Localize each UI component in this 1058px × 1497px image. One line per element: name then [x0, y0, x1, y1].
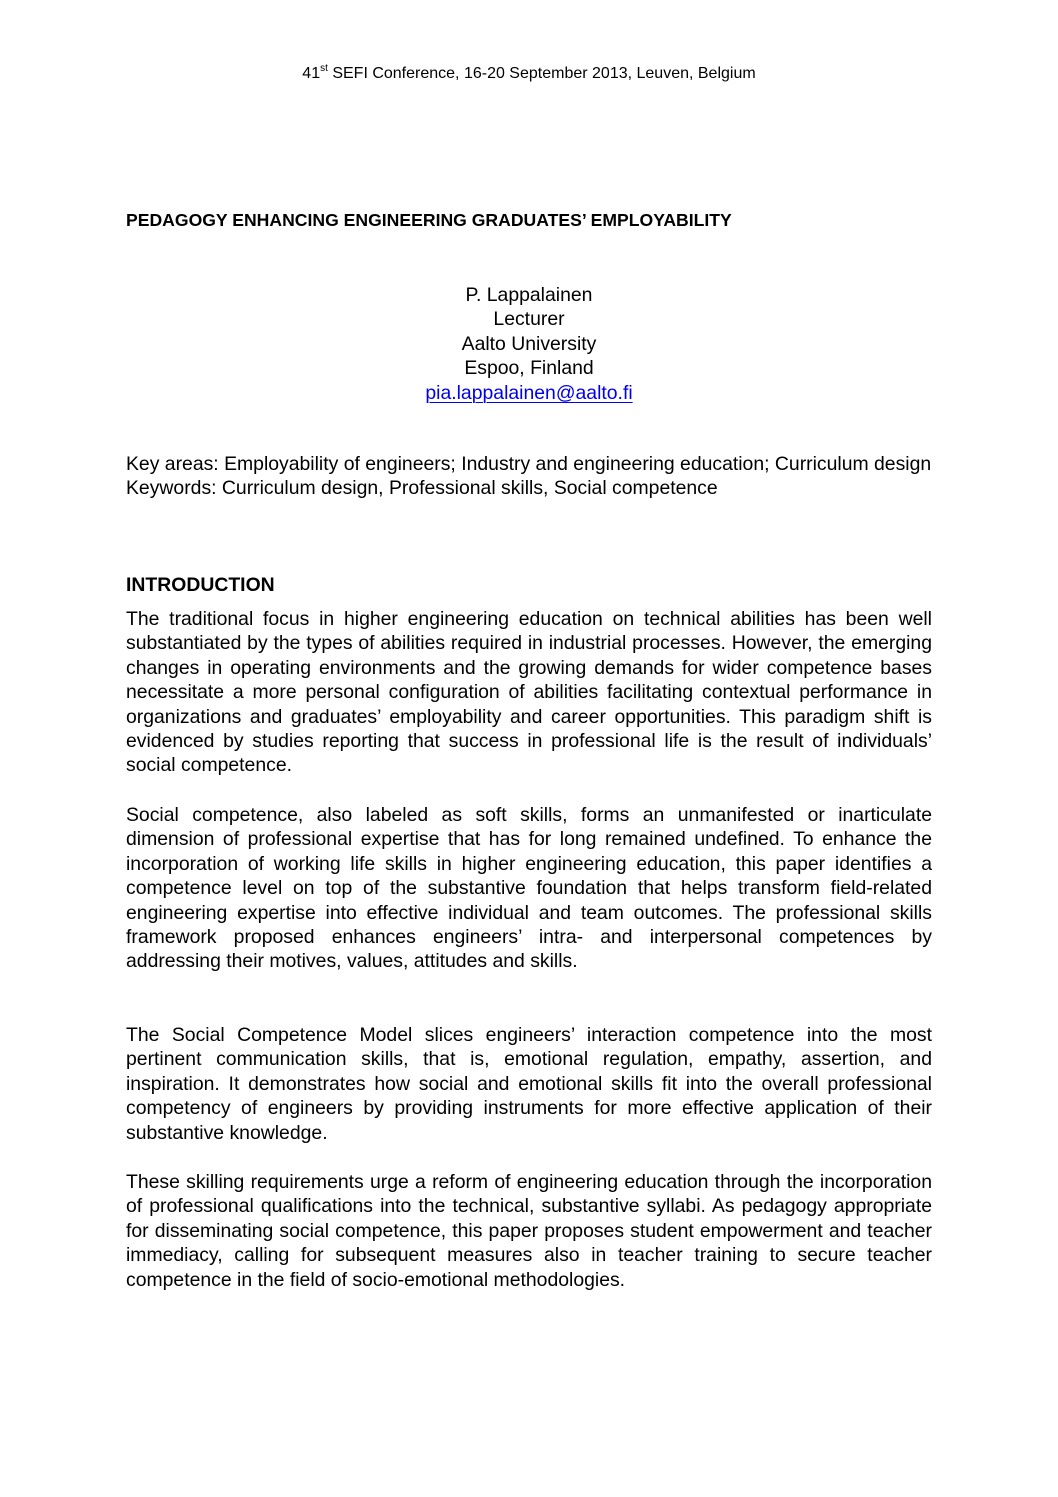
keywords: Keywords: Curriculum design, Professional skills, Social competence: [126, 477, 718, 500]
conference-number: 41: [302, 65, 321, 82]
keyword-block: [126, 452, 932, 501]
running-header: [0, 64, 1058, 84]
paragraph: The Social Competence Model slices engineers’ interaction competence into the most pertinent communication skills, that is, emotional regulation, empathy, assertion, and inspiration. It demonstrates how social and emotional skills fit into the overall professional competency of engineers by providing instruments for more effective application of their substantive knowledge.: [126, 1024, 932, 1144]
author-location: Espoo, Finland: [464, 357, 594, 380]
paragraph: Social competence, also labeled as soft skills, forms an unmanifested or inarticulate dimension of professional expertise that has for long remained undefined. To enhance the incorporation of working life skills in higher engineering education, this paper identifies a competence level on top of the substantive foundation that helps transform field-related engineering expertise into effective individual and team outcomes. The professional skills framework proposed enhances engineers’ intra- and interpersonal competences by addressing their motives, values, attitudes and skills.: [126, 804, 932, 973]
paragraph: These skilling requirements urge a reform of engineering education through the incorporation of professional qualifications into the technical, substantive syllabi. As pedagogy appropriate for disseminating social competence, this paper proposes student empowerment and teacher immediacy, calling for subsequent measures also in teacher training to secure teacher competence in the field of socio-emotional methodologies.: [126, 1171, 932, 1291]
author-block: [126, 283, 932, 405]
paper-title: PEDAGOGY ENHANCING ENGINEERING GRADUATES’ EMPLOYABILITY: [126, 210, 732, 230]
key-areas: Key areas: Employability of engineers; Industry and engineering education; Curriculum design: [126, 453, 932, 475]
author-position: Lecturer: [493, 308, 565, 331]
conference-info: SEFI Conference, 16-20 September 2013, Leuven, Belgium: [327, 65, 756, 82]
ordinal-suffix: st: [320, 63, 328, 74]
author-name: P. Lappalainen: [465, 284, 593, 306]
paragraph: The traditional focus in higher engineering education on technical abilities has been well substantiated by the types of abilities required in industrial processes. However, the emerging changes in operating environments and the growing demands for wider competence bases necessitate a more personal configuration of abilities facilitating contextual performance in organizations and graduates’ employability and career opportunities. This paradigm shift is evidenced by studies reporting that success in professional life is the result of individuals’ social competence.: [126, 608, 932, 777]
author-email-link[interactable]: pia.lappalainen@aalto.fi: [425, 381, 633, 404]
author-affiliation: Aalto University: [461, 332, 597, 355]
section-heading-introduction: INTRODUCTION: [126, 574, 275, 596]
